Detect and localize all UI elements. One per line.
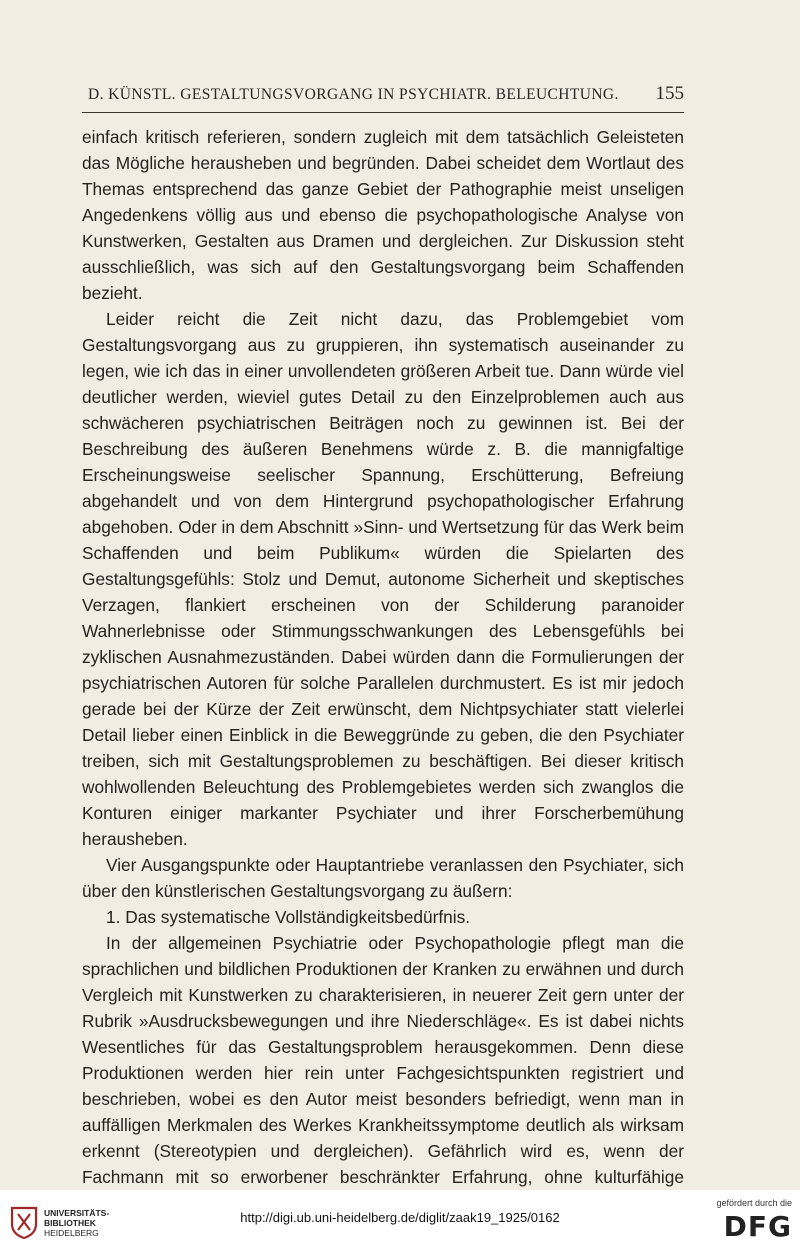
viewer-footer: [0, 1190, 800, 1252]
body-text: [82, 124, 684, 1216]
library-name-line1: UNIVERSITÄTS-: [44, 1208, 110, 1218]
paragraph: 1. Das systematische Vollständigkeitsbedürfnis.: [106, 907, 471, 927]
paragraph: einfach kritisch referieren, sondern zugleich mit dem tatsächlich Geleisteten das Mögliche herausheben und begründen. Dabei scheidet dem Wortlaut des Themas entsprechend das ganze Gebiet der Pathographie meist unseligen Angedenkens völlig aus und ebenso die psychopathologische Analyse von Kunstwerken, Gestalten aus Dramen und dergleichen. Zur Diskussion steht ausschließlich, was sich auf den Gestaltungsvorgang beim Schaffenden bezieht.: [82, 127, 684, 303]
library-name-line3: HEIDELBERG: [44, 1228, 99, 1238]
paragraph: Vier Ausgangspunkte oder Hauptantriebe veranlassen den Psychiater, sich über den künstlerischen Gestaltungsvorgang zu äußern:: [82, 855, 684, 901]
paragraph: In der allgemeinen Psychiatrie oder Psychopathologie pflegt man die sprachlichen und bildlichen Produktionen der Kranken zu erwähnen und durch Vergleich mit Kunstwerken zu charakterisieren, in neuerer Zeit gern unter der Rubrik »Ausdrucksbewegungen und ihre Niederschläge«. Es ist dabei nichts Wesentliches für das Gestaltungsproblem herausgekommen. Denn diese Produktionen werden hier rein unter Fachgesichtspunkten registriert und beschrieben, wobei es den Autor meist besonders befriedigt, wenn man in auffälligen Merkmalen des Werkes Krankheitssymptome deutlich als wirksam erkennt (Stereotypien und dergleichen). Gefährlich wird es, wenn der Fachmann mit so erworbener beschränkter Erfahrung, ohne kulturfähige: [82, 933, 684, 1187]
page-number: 155: [655, 83, 684, 104]
running-header: [88, 82, 684, 112]
library-name-line2: BIBLIOTHEK: [44, 1218, 96, 1228]
document-url[interactable]: http://digi.ub.uni-heidelberg.de/diglit/zaak19_1925/0162: [240, 1210, 560, 1225]
header-rule: [82, 112, 684, 113]
dfg-logo-text: DFG: [723, 1210, 792, 1243]
paragraph: Leider reicht die Zeit nicht dazu, das Problemgebiet vom Gestaltungsvorgang aus zu gruppieren, ihn systematisch auseinander zu legen, wie ich das in einer unvollendeten größeren Arbeit tue. Dann würde viel deutlicher werden, wieviel gutes Detail zu den Einzelproblemen auch aus schwächeren psychiatrischen Beiträgen noch zu gewinnen ist. Bei der Beschreibung des äußeren Benehmens würde z. B. die mannigfaltige Erscheinungsweise seelischer Spannung, Erschütterung, Befreiung abgehandelt und von dem Hintergrund psychopathologischer Erfahrung abgehoben. Oder in dem Abschnitt »Sinn- und Wertsetzung für das Werk beim Schaffenden und beim Publikum« würden die Spielarten des Gestaltungsgefühls: Stolz und Demut, autonome Sicherheit und skeptisches Verzagen, flankiert erscheinen von der Schilderung paranoider Wahnerlebnisse oder Stimmungsschwankungen des Lebensgefühls bei zyklischen Ausnahmezuständen. Dabei würden dann die Formulierungen der psychiatrischen Autoren für solche Parallelen durchmustert. Es ist mir jedoch gerade bei der Kürze der Zeit erwünscht, dem Nichtpsychiater statt vielerlei Detail lieber einen Einblick in die Beweggründe zu geben, die den Psychiater treiben, sich mit Gestaltungsproblemen zu beschäftigen. Bei dieser kritisch wohlwollenden Beleuchtung des Problemgebietes werden sich zwanglos die Konturen einiger markanter Psychiater und ihrer Forscherbemühung herausheben.: [82, 309, 684, 849]
funding-note: gefördert durch die: [716, 1198, 792, 1208]
running-title: D. KÜNSTL. GESTALTUNGSVORGANG IN PSYCHIATR. BELEUCHTUNG.: [88, 86, 619, 103]
dfg-logo[interactable]: [692, 1198, 792, 1246]
